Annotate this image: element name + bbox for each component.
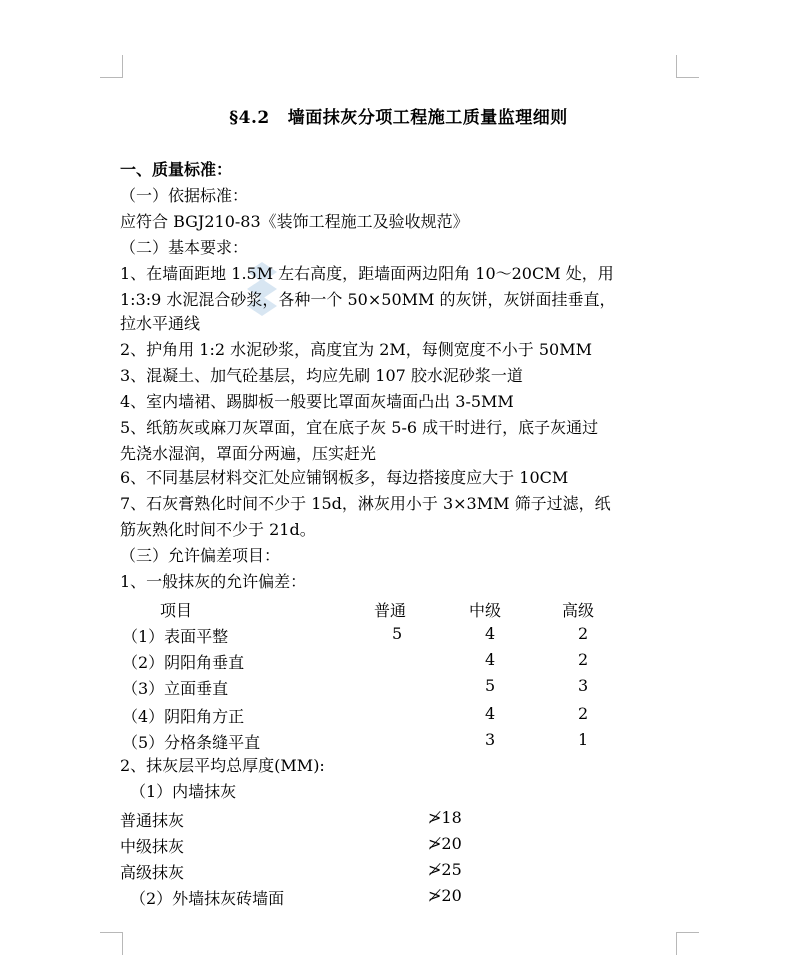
table-cell-intermediate: 4	[485, 704, 496, 723]
table-cell-item: （3）立面垂直	[122, 679, 229, 698]
margin-mark-top-right	[676, 55, 699, 78]
thickness-value: ≯18	[428, 808, 462, 827]
table-cell-item: （5）分格条缝平直	[122, 733, 261, 752]
requirement-line: 先浇水湿润，罩面分两遍，压实赶光	[120, 444, 377, 463]
table-header-item: 项目	[160, 601, 193, 620]
section-number: §4.2	[229, 108, 270, 128]
table-cell-intermediate: 4	[485, 624, 496, 643]
table-cell-advanced: 3	[578, 676, 589, 695]
table-cell-advanced: 2	[578, 650, 589, 669]
table-cell-item: （4）阴阳角方正	[122, 707, 245, 726]
requirement-line: 2、护角用 1:2 水泥砂浆，高度宜为 2M，每侧宽度不小于 50MM	[120, 340, 592, 359]
thickness-value: ≯20	[428, 886, 462, 905]
title-text: 墙面抹灰分项工程施工质量监理细则	[287, 108, 568, 128]
thickness-label: 中级抹灰	[120, 837, 185, 856]
table-cell-item: （1）表面平整	[122, 627, 229, 646]
table-cell-intermediate: 4	[485, 650, 496, 669]
thickness-heading: 2、抹灰层平均总厚度(MM):	[120, 756, 325, 775]
requirement-line: 1、在墙面距地 1.5M 左右高度，距墙面两边阳角 10～20CM 处，用	[120, 264, 614, 283]
subheading-basic-requirements: （二）基本要求：	[120, 238, 249, 257]
requirement-line: 5、纸筋灰或麻刀灰罩面，宜在底子灰 5-6 成干时进行，底子灰通过	[120, 418, 599, 437]
requirement-line: 7、石灰膏熟化时间不少于 15d，淋灰用小于 3×3MM 筛子过滤，纸	[120, 494, 611, 513]
requirement-line: 6、不同基层材料交汇处应铺钢板多，每边搭接度应大于 10CM	[120, 468, 569, 487]
table-cell-intermediate: 3	[485, 730, 496, 749]
requirement-line: 4、室内墙裙、踢脚板一般要比罩面灰墙面凸出 3-5MM	[120, 392, 514, 411]
margin-mark-top-left	[100, 55, 123, 78]
section-heading-quality-standard: 一、质量标准：	[120, 160, 233, 179]
margin-mark-bottom-right	[676, 932, 699, 955]
interior-wall-heading: （1）内墙抹灰	[130, 782, 237, 801]
requirement-line: 3、混凝土、加气砼基层，均应先刷 107 胶水泥砂浆一道	[120, 366, 523, 385]
margin-mark-bottom-left	[100, 932, 123, 955]
thickness-label: 高级抹灰	[120, 863, 185, 882]
table-cell-advanced: 2	[578, 624, 589, 643]
table-header-advanced: 高级	[562, 601, 595, 620]
table-header-ordinary: 普通	[374, 601, 407, 620]
subheading-allowed-deviation: （三）允许偏差项目：	[120, 546, 281, 565]
thickness-label: （2）外墙抹灰砖墙面	[130, 889, 285, 908]
subheading-basis: （一）依据标准：	[120, 186, 249, 205]
document-title	[0, 103, 797, 128]
table-cell-advanced: 1	[578, 730, 589, 749]
thickness-value: ≯25	[428, 860, 462, 879]
requirement-line: 筋灰熟化时间不少于 21d。	[120, 520, 316, 539]
table-cell-item: （2）阴阳角垂直	[122, 653, 245, 672]
table-header-intermediate: 中级	[469, 601, 502, 620]
table-cell-advanced: 2	[578, 704, 589, 723]
deviation-heading: 1、一般抹灰的允许偏差：	[120, 572, 307, 591]
table-cell-ordinary: 5	[392, 624, 403, 643]
requirement-line: 拉水平通线	[120, 314, 201, 333]
table-cell-intermediate: 5	[485, 676, 496, 695]
thickness-label: 普通抹灰	[120, 811, 185, 830]
requirement-line: 1:3:9 水泥混合砂浆，各种一个 50×50MM 的灰饼，灰饼面挂垂直，	[120, 290, 616, 309]
thickness-value: ≯20	[428, 834, 462, 853]
basis-text: 应符合 BGJ210-83《装饰工程施工及验收规范》	[120, 212, 469, 231]
